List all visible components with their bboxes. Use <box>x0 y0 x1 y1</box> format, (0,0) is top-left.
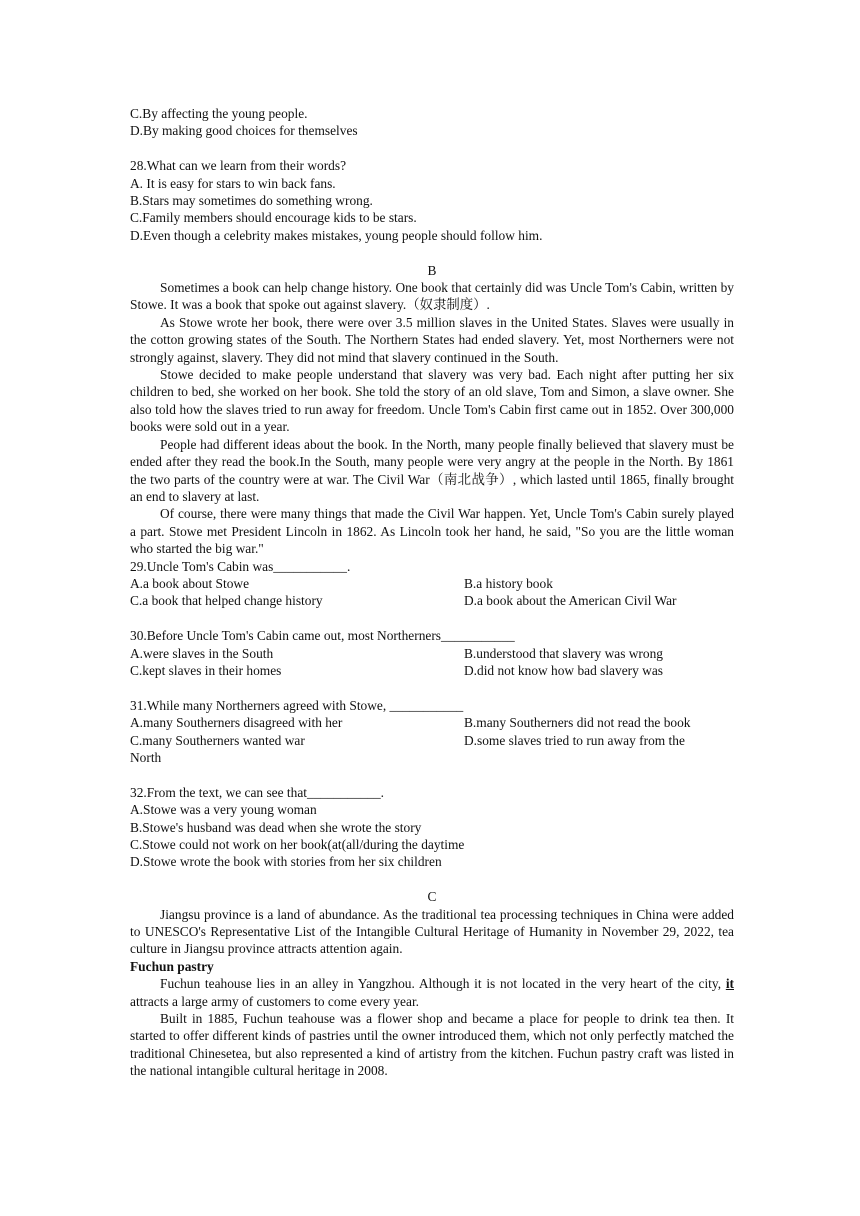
exam-content <box>130 105 734 1080</box>
section-b-paragraph-5: Of course, there were many things that made the Civil War happen. Yet, Uncle Tom's Cabin surely played a part. Stowe met President Lincoln in 1862. As Lincoln took her hand, he said, "So you are the little woman who started the big war." <box>130 506 734 557</box>
q29-option-c: C.a book that helped change history <box>130 593 323 609</box>
section-b-paragraph-3: Stowe decided to make people understand that slavery was very bad. Each night after putting her six children to bed, she worked on her book. She told the story of an old slave, Tom and Simon, a slave owner. She also told how the slaves tried to run away for freedom. Uncle Tom's Cabin first came out in 1852. Over 300,000 books were sold out in a year. <box>130 367 734 435</box>
q32-option-d: D.Stowe wrote the book with stories from her six children <box>130 854 442 870</box>
q31-option-d-continued: North <box>130 749 162 765</box>
section-b-heading: B <box>427 262 437 278</box>
section-c-heading: C <box>427 889 437 905</box>
q29-options-row-2 <box>130 592 734 609</box>
q31-options-row-2 <box>130 732 734 749</box>
q30-option-c: C.kept slaves in their homes <box>130 662 282 678</box>
q27-option-c: C.By affecting the young people. <box>130 106 308 121</box>
q30-option-a: A.were slaves in the South <box>130 645 274 661</box>
section-c-subheading: Fuchun pastry <box>130 958 214 974</box>
q31-option-a: A.many Southerners disagreed with her <box>130 715 343 731</box>
q29-stem: 29.Uncle Tom's Cabin was___________. <box>130 558 351 574</box>
section-c-intro: Jiangsu province is a land of abundance. As the traditional tea processing techniques in China were added to UNESCO's Representative List of the Intangible Cultural Heritage of Humanity in November 29, 2022, tea culture in Jiangsu province attracts attention again. <box>130 906 734 957</box>
section-b-paragraph-1: Sometimes a book can help change history. One book that certainly did was Uncle Tom's Cabin, written by Stowe. It was a book that spoke out against slavery.（奴隶制度）. <box>130 280 734 313</box>
q29-option-d: D.a book about the American Civil War <box>464 593 677 609</box>
q29-option-a: A.a book about Stowe <box>130 575 250 591</box>
q32-option-c: C.Stowe could not work on her book(at(all/during the daytime <box>130 836 465 852</box>
q28-option-b: B.Stars may sometimes do something wrong. <box>130 193 373 209</box>
q31-option-d: D.some slaves tried to run away from the <box>464 732 685 748</box>
q30-options-row-2 <box>130 662 734 679</box>
section-c-paragraph-1 <box>130 975 734 1010</box>
q28-option-a: A. It is easy for stars to win back fans. <box>130 175 336 191</box>
q32-option-a: A.Stowe was a very young woman <box>130 802 317 818</box>
q31-option-b: B.many Southerners did not read the book <box>464 715 691 731</box>
q30-stem: 30.Before Uncle Tom's Cabin came out, most Northerners___________ <box>130 628 515 644</box>
q27-option-d: D.By making good choices for themselves <box>130 123 358 139</box>
section-c-p1-after: attracts a large army of customers to come every year. <box>130 993 420 1009</box>
section-c-p1-before: Fuchun teahouse lies in an alley in Yangzhou. Although it is not located in the very heart of the city, <box>160 976 726 992</box>
q29-option-b: B.a history book <box>464 575 553 591</box>
q32-option-b: B.Stowe's husband was dead when she wrote the story <box>130 819 422 835</box>
q30-option-d: D.did not know how bad slavery was <box>464 662 663 678</box>
underlined-word-it: it <box>725 976 734 992</box>
q28-option-c: C.Family members should encourage kids to be stars. <box>130 210 417 226</box>
q28-stem: 28.What can we learn from their words? <box>130 158 347 174</box>
q32-stem: 32.From the text, we can see that___________. <box>130 784 384 800</box>
q31-stem: 31.While many Northerners agreed with Stowe, ___________ <box>130 697 464 713</box>
q31-option-c: C.many Southerners wanted war <box>130 732 305 748</box>
q30-options-row-1 <box>130 645 734 662</box>
section-c-paragraph-2: Built in 1885, Fuchun teahouse was a flower shop and became a place for people to drink tea then. It started to offer different kinds of pastries until the owner introduced them, which not only perfectly matched the traditional Chinesetea, but also represented a kind of artistry from the kitchen. Fuchun pastry craft was listed in the national intangible cultural heritage in 2008. <box>130 1011 734 1079</box>
q30-option-b: B.understood that slavery was wrong <box>464 645 663 661</box>
section-b-paragraph-4: People had different ideas about the book. In the North, many people finally believed that slavery must be ended after they read the book.In the South, many people were very angry at the people in the North. By 1861 the two parts of the country were at war. The Civil War（南北战争）, which lasted until 1865, finally brought an end to slavery at last. <box>130 436 734 504</box>
section-b-paragraph-2: As Stowe wrote her book, there were over 3.5 million slaves in the United States. Slaves were usually in the cotton growing states of the South. The Northern States had ended slavery. Yet, most Northerners were not strongly against, slavery. They did not mind that slavery continued in the South. <box>130 314 734 365</box>
q31-options-row-1 <box>130 714 734 731</box>
q28-option-d: D.Even though a celebrity makes mistakes, young people should follow him. <box>130 227 543 243</box>
q29-options-row-1 <box>130 575 734 592</box>
